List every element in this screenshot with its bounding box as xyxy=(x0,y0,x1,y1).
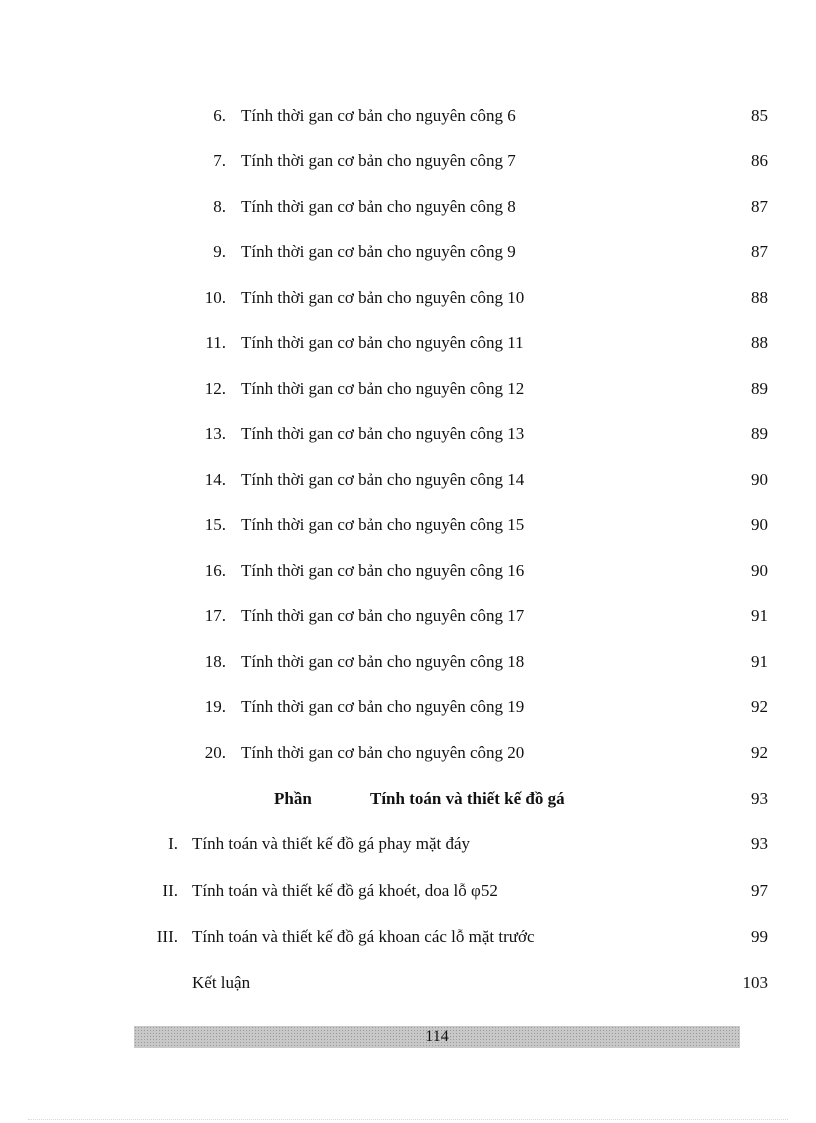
toc-entry xyxy=(0,104,816,128)
entry-page: 90 xyxy=(751,470,768,489)
entry-title: Tính thời gan cơ bản cho nguyên công 19 xyxy=(241,697,525,716)
entry-page: 92 xyxy=(751,697,768,716)
toc-entry xyxy=(0,741,816,765)
entry-number: 7. xyxy=(213,151,226,170)
entry-title: Tính thời gan cơ bản cho nguyên công 11 xyxy=(241,333,524,352)
entry-number: 11. xyxy=(205,333,226,352)
entry-page: 93 xyxy=(751,834,768,853)
entry-number: 20. xyxy=(204,743,226,762)
entry-title: Tính thời gan cơ bản cho nguyên công 13 xyxy=(241,424,525,443)
entry-page: 93 xyxy=(751,789,768,808)
toc-entry xyxy=(0,695,816,719)
toc-conclusion xyxy=(0,971,816,995)
entry-page: 85 xyxy=(751,106,768,125)
section-number: I. xyxy=(168,834,178,853)
entry-number: 18. xyxy=(204,652,226,671)
entry-title: Tính thời gan cơ bản cho nguyên công 20 xyxy=(241,743,525,762)
entry-number: 9. xyxy=(213,242,226,261)
part-label: Phần xyxy=(274,789,312,808)
section-title: Tính toán và thiết kế đồ gá khoan các lỗ mặt trước xyxy=(192,927,535,946)
entry-page: 89 xyxy=(751,424,768,443)
entry-page: 88 xyxy=(751,288,768,307)
entry-title: Tính thời gan cơ bản cho nguyên công 17 xyxy=(241,606,525,625)
page-number: 114 xyxy=(425,1028,449,1045)
entry-title: Tính thời gan cơ bản cho nguyên công 6 xyxy=(241,106,516,125)
entry-title: Tính thời gan cơ bản cho nguyên công 10 xyxy=(241,288,525,307)
toc-entry xyxy=(0,513,816,537)
entry-number: 15. xyxy=(204,515,226,534)
entry-page: 90 xyxy=(751,561,768,580)
entry-number: 8. xyxy=(213,197,226,216)
entry-number: 16. xyxy=(204,561,226,580)
entry-page: 92 xyxy=(751,743,768,762)
entry-number: 19. xyxy=(204,697,226,716)
toc-section xyxy=(0,879,816,903)
entry-number: 14. xyxy=(204,470,226,489)
conclusion-title: Kết luận xyxy=(192,973,251,992)
entry-number: 10. xyxy=(204,288,226,307)
toc-entry xyxy=(0,377,816,401)
entry-number: 6. xyxy=(213,106,226,125)
entry-number: 13. xyxy=(204,424,226,443)
entry-title: Tính thời gan cơ bản cho nguyên công 16 xyxy=(241,561,525,580)
entry-title: Tính thời gan cơ bản cho nguyên công 15 xyxy=(241,515,525,534)
toc-entry xyxy=(0,468,816,492)
entry-number: 12. xyxy=(204,379,226,398)
entry-page: 90 xyxy=(751,515,768,534)
part-title: Tính toán và thiết kế đồ gá xyxy=(370,789,565,808)
section-number: III. xyxy=(156,927,178,946)
entry-title: Tính thời gan cơ bản cho nguyên công 8 xyxy=(241,197,516,216)
entry-page: 97 xyxy=(751,881,768,900)
entry-title: Tính thời gan cơ bản cho nguyên công 14 xyxy=(241,470,525,489)
toc-entry xyxy=(0,559,816,583)
toc-section xyxy=(0,925,816,949)
bottom-divider xyxy=(28,1119,788,1120)
entry-page: 91 xyxy=(751,652,768,671)
section-title: Tính toán và thiết kế đồ gá phay mặt đáy xyxy=(192,834,471,853)
entry-page: 87 xyxy=(751,197,768,216)
entry-title: Tính thời gan cơ bản cho nguyên công 12 xyxy=(241,379,525,398)
toc-entry xyxy=(0,331,816,355)
toc-entry xyxy=(0,149,816,173)
entry-page: 87 xyxy=(751,242,768,261)
entry-page: 91 xyxy=(751,606,768,625)
entry-title: Tính thời gan cơ bản cho nguyên công 7 xyxy=(241,151,516,170)
toc-entry xyxy=(0,422,816,446)
toc-section xyxy=(0,832,816,856)
toc-entry xyxy=(0,286,816,310)
page-footer xyxy=(134,1026,740,1048)
toc-entry xyxy=(0,195,816,219)
toc-entry xyxy=(0,650,816,674)
entry-page: 103 xyxy=(742,973,768,992)
toc-entry xyxy=(0,240,816,264)
entry-number: 17. xyxy=(204,606,226,625)
entry-page: 86 xyxy=(751,151,768,170)
toc-part-heading xyxy=(0,787,816,811)
section-number: II. xyxy=(162,881,178,900)
entry-title: Tính thời gan cơ bản cho nguyên công 9 xyxy=(241,242,516,261)
entry-page: 99 xyxy=(751,927,768,946)
entry-title: Tính thời gan cơ bản cho nguyên công 18 xyxy=(241,652,525,671)
entry-page: 89 xyxy=(751,379,768,398)
toc-entry xyxy=(0,604,816,628)
entry-page: 88 xyxy=(751,333,768,352)
section-title: Tính toán và thiết kế đồ gá khoét, doa lỗ φ52 xyxy=(192,881,498,900)
